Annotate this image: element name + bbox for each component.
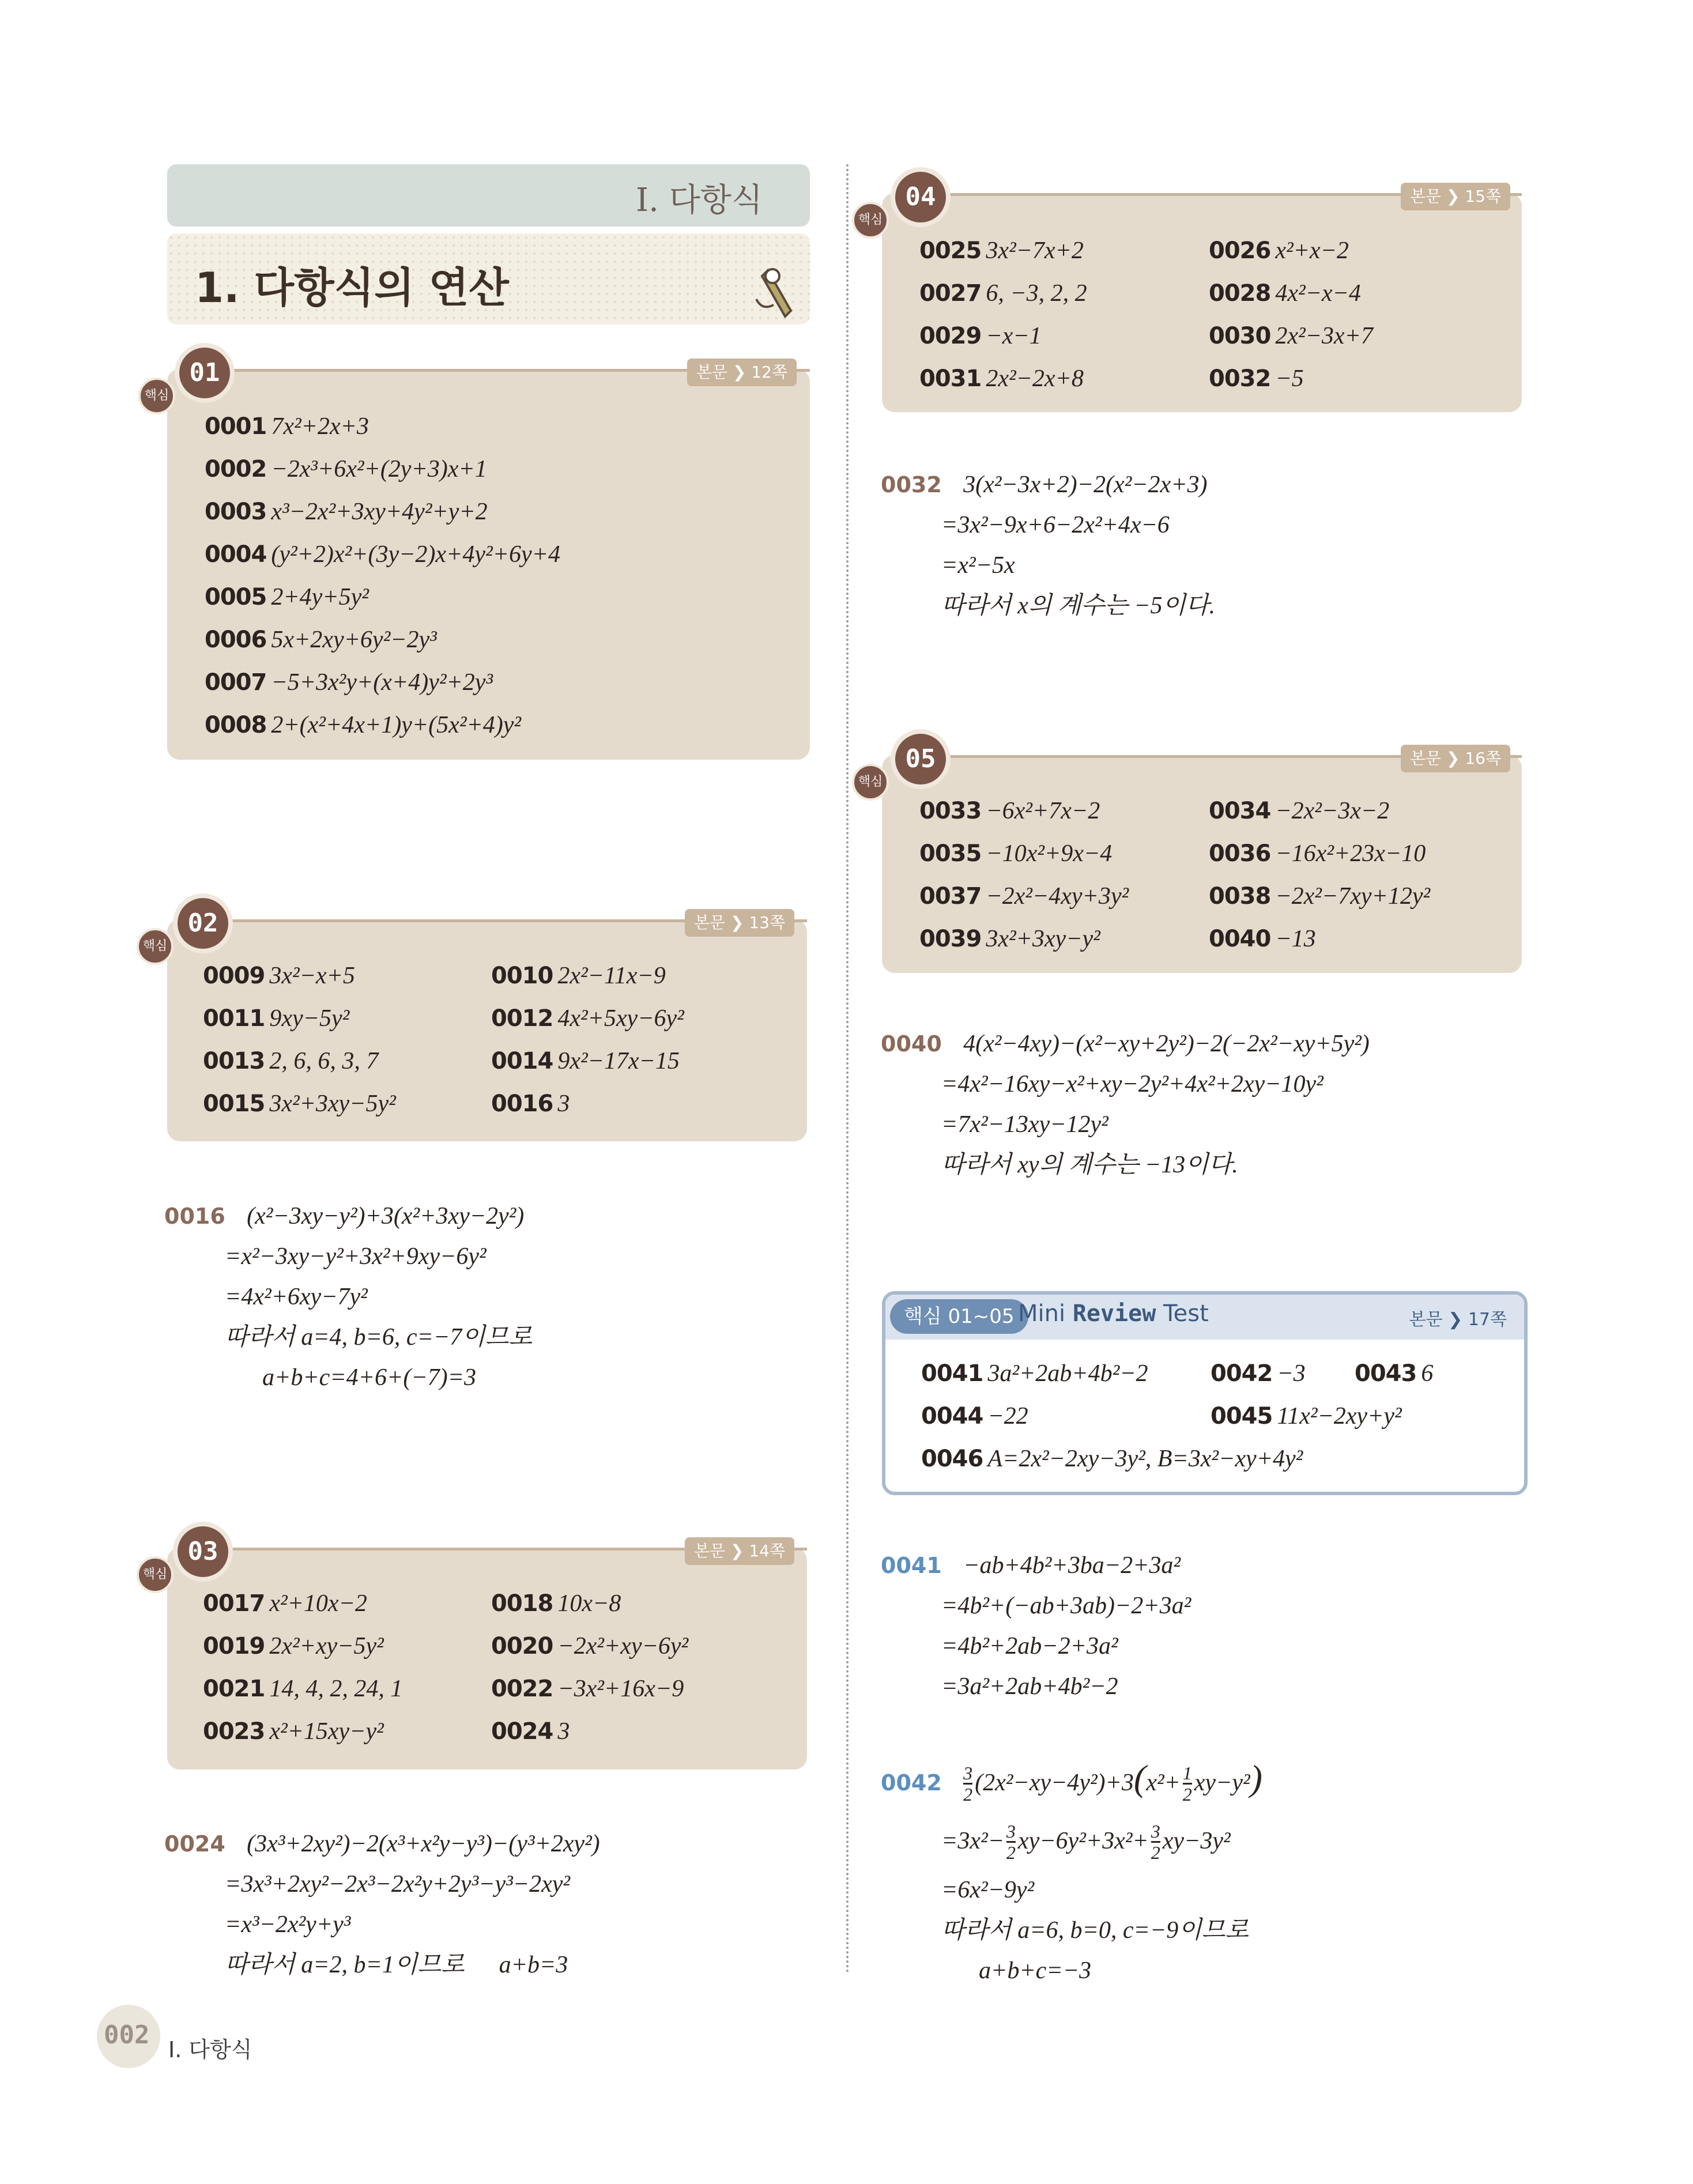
- answer-item: 0008 2+(x²+4x+1)y+(5x²+4)y²: [205, 712, 521, 738]
- core-02-page-ref[interactable]: 본문 ❯ 13쪽: [685, 909, 794, 937]
- answer-item: 0019 2x²+xy−5y²: [203, 1633, 384, 1659]
- core-04-page-ref[interactable]: 본문 ❯ 15쪽: [1401, 183, 1510, 210]
- solution-0040: 0040 4(x²−4xy)−(x²−xy+2y²)−2(−2x²−xy+5y²) =4x²−16xy−x²+xy−2y²+4x²+2xy−10y² =7x²−13xy−12y² 따라서 xy의 계수는 −13이다.: [881, 1031, 1370, 1178]
- answer-item: 0011 9xy−5y²: [203, 1005, 350, 1032]
- answer-item: 0032 −5: [1209, 365, 1304, 392]
- core-04-badge: 04: [891, 167, 951, 227]
- solution-0016: 0016 (x²−3xy−y²)+3(x²+3xy−2y²) =x²−3xy−y²+3x²+9xy−6y² =4x²+6xy−7y² 따라서 a=4, b=6, c=−7이므로 a+b+c=4+6+(−7)=3: [164, 1203, 532, 1391]
- answer-item: 0009 3x²−x+5: [203, 963, 355, 989]
- answer-item: 0037 −2x²−4xy+3y²: [919, 883, 1129, 910]
- footer-chapter-label: I. 다항식: [168, 2037, 252, 2062]
- core-02-answers: [203, 955, 791, 1125]
- answer-item: 0027 6, −3, 2, 2: [919, 280, 1087, 307]
- mini-review-page-ref[interactable]: 본문 ❯ 17쪽: [1409, 1310, 1507, 1330]
- answer-item: 0045 11x²−2xy+y²: [1211, 1403, 1402, 1429]
- answer-item: 0033 −6x²+7x−2: [919, 798, 1100, 824]
- answer-item: 0042 −3: [1211, 1360, 1306, 1387]
- mini-review-title: Mini Review Test: [1018, 1300, 1209, 1327]
- chapter-title: I. 다항식: [635, 182, 763, 219]
- answer-item: 0023 x²+15xy−y²: [203, 1718, 384, 1745]
- core-01-badge: 01: [175, 343, 235, 403]
- answer-item: 0040 −13: [1209, 926, 1316, 952]
- answer-item: 0036 −16x²+23x−10: [1209, 840, 1426, 867]
- answer-item: 0024 3: [491, 1718, 570, 1745]
- core-01-answers: [205, 405, 560, 746]
- core-label-tag: 핵심: [852, 202, 889, 239]
- answer-item: 0014 9x²−17x−15: [491, 1048, 680, 1074]
- answer-item: 0025 3x²−7x+2: [919, 237, 1084, 264]
- core-03-page-ref[interactable]: 본문 ❯ 14쪽: [685, 1537, 794, 1565]
- answer-item: 0013 2, 6, 6, 3, 7: [203, 1048, 379, 1074]
- answer-item: 0046 A=2x²−2xy−3y², B=3x²−xy+4y²: [921, 1446, 1303, 1472]
- answer-item: 0007 −5+3x²y+(x+4)y²+2y³: [205, 669, 493, 696]
- mini-review-header: [885, 1295, 1524, 1340]
- solution-number: 0041: [881, 1553, 942, 1578]
- solution-0041: 0041 −ab+4b²+3ba−2+3a² =4b²+(−ab+3ab)−2+3a² =4b²+2ab−2+3a² =3a²+2ab+4b²−2: [881, 1552, 1191, 1700]
- solution-number: 0016: [164, 1204, 225, 1229]
- core-01-page-ref[interactable]: 본문 ❯ 12쪽: [687, 359, 797, 386]
- solution-number: 0024: [164, 1831, 225, 1857]
- chapter-band: [167, 164, 810, 227]
- answer-item: 0017 x²+10x−2: [203, 1590, 367, 1617]
- answer-item: 0026 x²+x−2: [1209, 237, 1349, 264]
- answer-item: 0020 −2x²+xy−6y²: [491, 1633, 689, 1659]
- answer-item: 0018 10x−8: [491, 1590, 621, 1617]
- core-05-page-ref[interactable]: 본문 ❯ 16쪽: [1401, 745, 1510, 772]
- answer-item: 0044 −22: [921, 1403, 1028, 1429]
- solution-0042: 0042 $\frac{3}{2}$ (2x²−xy−4y²)+3(x²+ $\frac{1}{2}$ xy−y²) =3x²− $\frac{3}{2}$ xy−6y²+3x²+ $\frac{3}{2}$ xy−3y² =6x²−9y² 따라서 a=6, b=0, c=−9이므로 a+b+c=−3: [881, 1757, 1262, 1984]
- answer-item: 0003 x³−2x²+3xy+4y²+y+2: [205, 499, 488, 525]
- core-04-answers: [919, 229, 1507, 400]
- core-05-answers: [919, 790, 1507, 960]
- core-02-badge: 02: [173, 893, 233, 953]
- answer-item: 0041 3a²+2ab+4b²−2: [921, 1360, 1148, 1387]
- answer-item: 0021 14, 4, 2, 24, 1: [203, 1676, 403, 1702]
- answer-item: 0004 (y²+2)x²+(3y−2)x+4y²+6y+4: [205, 541, 560, 568]
- mini-review-range-pill: 핵심 01~05: [890, 1299, 1028, 1334]
- answer-item: 0035 −10x²+9x−4: [919, 840, 1113, 867]
- answer-item: 0039 3x²+3xy−y²: [919, 926, 1100, 952]
- answer-item: 0012 4x²+5xy−6y²: [491, 1005, 684, 1032]
- core-label-tag: 핵심: [138, 378, 175, 414]
- solution-0024: 0024 (3x³+2xy²)−2(x³+x²y−y³)−(y³+2xy²) =3x³+2xy²−2x³−2x²y+2y³−y³−2xy² =x³−2x²y+y³ 따라서 a=2, b=1이므로 a+b=3: [164, 1831, 600, 1978]
- core-label-tag: 핵심: [137, 1556, 174, 1593]
- answer-item: 0043 6: [1355, 1360, 1434, 1387]
- mini-review-box: [882, 1291, 1528, 1495]
- column-divider: [846, 164, 849, 1974]
- answer-item: 0001 7x²+2x+3: [205, 413, 369, 440]
- core-label-tag: 핵심: [852, 764, 889, 801]
- answer-item: 0016 3: [491, 1091, 570, 1117]
- answer-item: 0015 3x²+3xy−5y²: [203, 1091, 396, 1117]
- answer-item: 0031 2x²−2x+8: [919, 365, 1084, 392]
- answer-item: 0030 2x²−3x+7: [1209, 323, 1373, 349]
- solution-number: 0032: [881, 472, 942, 497]
- answer-item: 0022 −3x²+16x−9: [491, 1676, 684, 1702]
- section-band: [167, 233, 810, 325]
- solution-number: 0040: [881, 1031, 942, 1057]
- solution-0032: 0032 3(x²−3x+2)−2(x²−2x+3) =3x²−9x+6−2x²+4x−6 =x²−5x 따라서 x의 계수는 −5이다.: [881, 471, 1216, 619]
- page-number: 002: [104, 2020, 150, 2050]
- answer-item: 0034 −2x²−3x−2: [1209, 798, 1390, 824]
- core-05-badge: 05: [891, 729, 951, 789]
- section-title: 1. 다항식의 연산: [195, 263, 509, 312]
- answer-item: 0010 2x²−11x−9: [491, 963, 666, 989]
- answer-item: 0005 2+4y+5y²: [205, 584, 369, 610]
- core-03-badge: 03: [173, 1522, 233, 1582]
- core-03-answers: [203, 1582, 791, 1753]
- answer-item: 0028 4x²−x−4: [1209, 280, 1361, 307]
- solution-number: 0042: [881, 1770, 942, 1796]
- answer-item: 0002 −2x³+6x²+(2y+3)x+1: [205, 456, 487, 482]
- pencil-mascot-icon: [751, 259, 802, 322]
- answer-item: 0038 −2x²−7xy+12y²: [1209, 883, 1431, 910]
- answer-item: 0006 5x+2xy+6y²−2y³: [205, 627, 437, 653]
- answer-item: 0029 −x−1: [919, 323, 1042, 349]
- mini-review-answers: [921, 1352, 1515, 1480]
- core-label-tag: 핵심: [137, 928, 174, 965]
